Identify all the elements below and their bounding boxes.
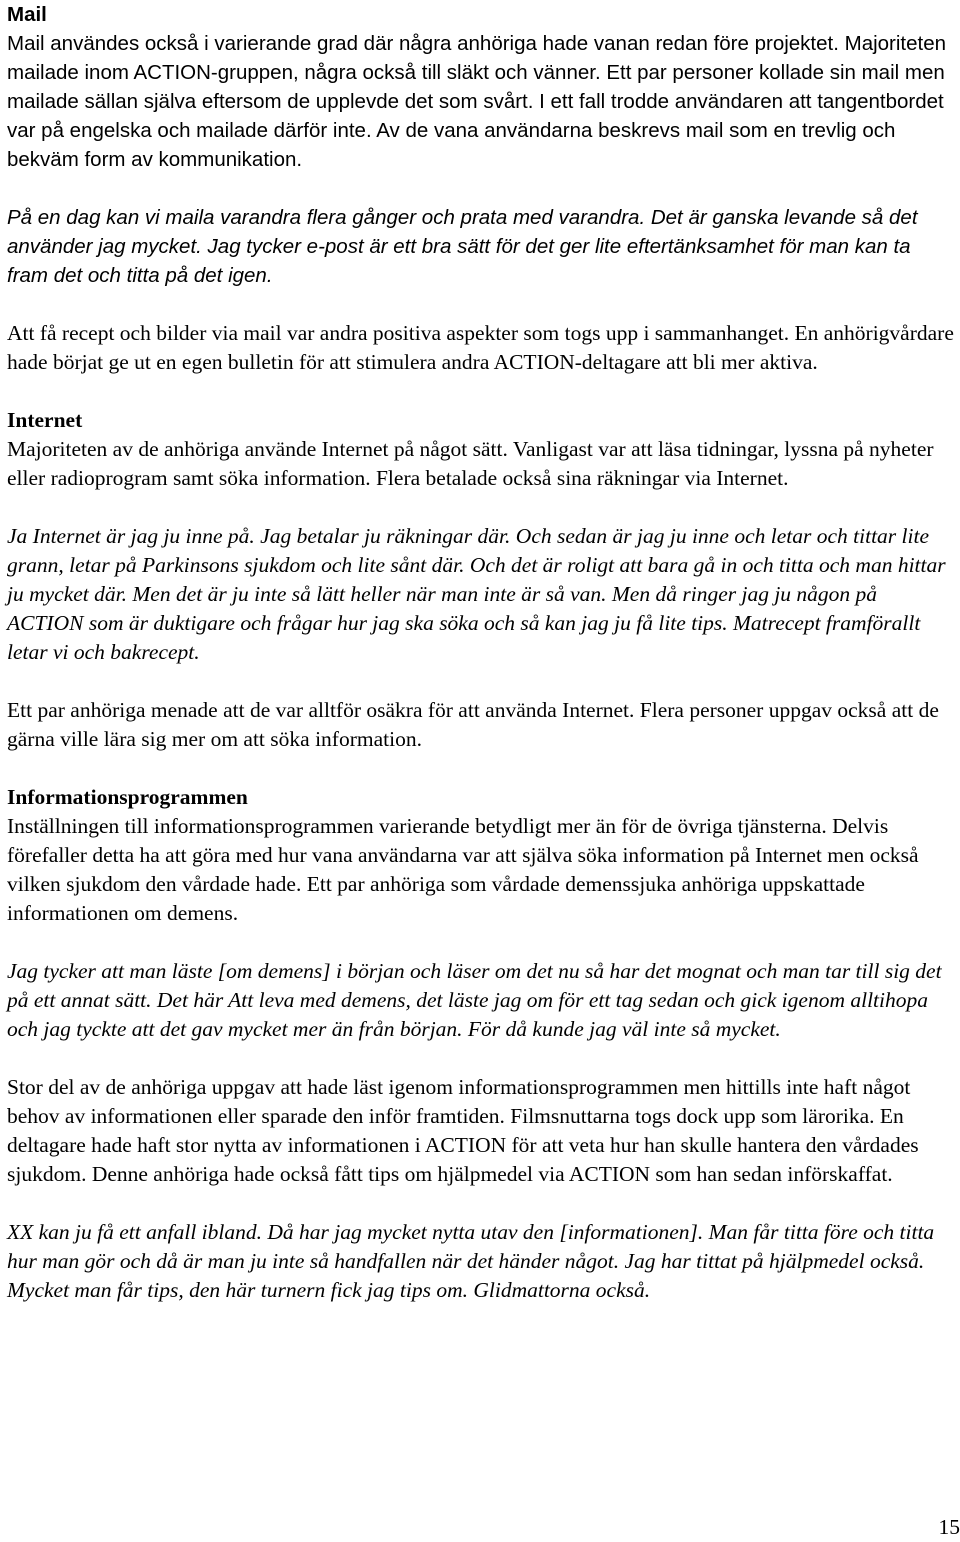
quote-info-demens: Jag tycker att man läste [om demens] i början och läser om det nu så har det mognat och man tar till sig det på ett annat sätt. Det här Att leva med demens, det läste jag om för ett tag sedan och gick igenom alltihopa och jag tyckte att det gav mycket mer än från början. För då kunde jag väl inte så mycket. — [7, 957, 957, 1044]
section-heading-mail: Mail — [7, 0, 957, 29]
paragraph-internet-outro: Ett par anhöriga menade att de var alltför osäkra för att använda Internet. Flera personer uppgav också att de gärna ville lära sig mer om att söka information. — [7, 696, 957, 754]
quote-internet: Ja Internet är jag ju inne på. Jag betalar ju räkningar där. Och sedan är jag ju inne och letar och tittar lite grann, letar på Parkinsons sjukdom och lite sånt där. Och det är roligt att bara gå in och titta och man hittar ju mycket där. Men det är ju inte så lätt heller när man inte är så van. Men då ringer jag ju någon på ACTION som är duktigare och frågar hur jag ska söka och så kan jag ju få lite tips. Matrecept framförallt letar vi och bakrecept. — [7, 522, 957, 667]
page-number: 15 — [939, 1513, 960, 1542]
paragraph-info-intro: Inställningen till informationsprogrammen varierande betydligt mer än för de övriga tjänsterna. Delvis förefaller detta ha att göra med hur vana användarna var att själva söka information på Internet men också vilken sjukdom den vårdade hade. Ett par anhöriga som vårdade demenssjuka anhöriga uppskattade informationen om demens. — [7, 812, 957, 928]
document-page — [7, 0, 957, 1305]
paragraph-internet-intro: Majoriteten av de anhöriga använde Internet på något sätt. Vanligast var att läsa tidningar, lyssna på nyheter eller radioprogram samt söka information. Flera betalade också sina räkningar via Internet. — [7, 435, 957, 493]
paragraph-mail-outro: Att få recept och bilder via mail var andra positiva aspekter som togs upp i sammanhanget. En anhörigvårdare hade börjat ge ut en egen bulletin för att stimulera andra ACTION-deltagare att bli mer aktiva. — [7, 319, 957, 377]
section-heading-internet: Internet — [7, 406, 957, 435]
section-heading-informationsprogrammen: Informationsprogrammen — [7, 783, 957, 812]
paragraph-info-middle: Stor del av de anhöriga uppgav att hade läst igenom informationsprogrammen men hittills inte haft något behov av informationen eller sparade den inför framtiden. Filmsnuttarna togs dock upp som lärorika. En deltagare hade haft stor nytta av informationen i ACTION för att veta hur han skulle hantera den vårdades sjukdom. Denne anhöriga hade också fått tips om hjälpmedel via ACTION som han sedan införskaffat. — [7, 1073, 957, 1189]
paragraph-mail-intro: Mail användes också i varierande grad där några anhöriga hade vanan redan före projektet. Majoriteten mailade inom ACTION-gruppen, några också till släkt och vänner. Ett par personer kollade sin mail men mailade sällan själva eftersom de upplevde det som svårt. I ett fall trodde användaren att tangentbordet var på engelska och mailade därför inte. Av de vana användarna beskrevs mail som en trevlig och bekväm form av kommunikation. — [7, 29, 957, 174]
quote-info-hjalpmedel: XX kan ju få ett anfall ibland. Då har jag mycket nytta utav den [informationen]. Man får titta före och titta hur man gör och då är man ju inte så handfallen när det händer något. Jag har tittat på hjälpmedel också. Mycket man får tips, den här turnern fick jag tips om. Glidmattorna också. — [7, 1218, 957, 1305]
quote-mail: På en dag kan vi maila varandra flera gånger och prata med varandra. Det är ganska levande så det använder jag mycket. Jag tycker e-post är ett bra sätt för det ger lite eftertänksamhet för man kan ta fram det och titta på det igen. — [7, 203, 957, 290]
